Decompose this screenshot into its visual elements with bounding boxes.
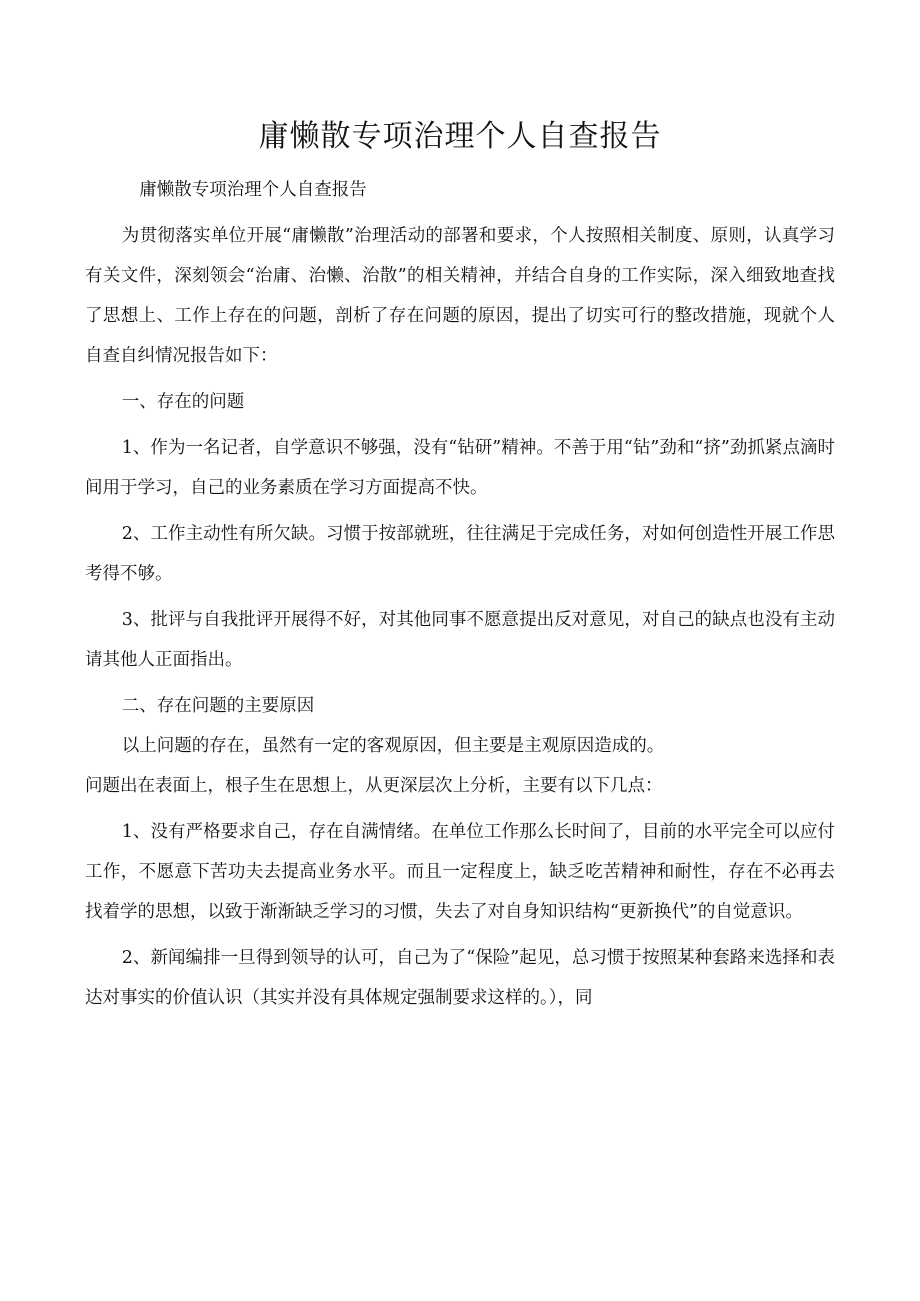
paragraph-intro: 为贯彻落实单位开展“庸懒散”治理活动的部署和要求，个人按照相关制度、原则，认真学习有关文件，深刻领会“治庸、治懒、治散”的相关精神，并结合自身的工作实际，深入细致地查找了思想上、工作上存在的问题，剖析了存在问题的原因，提出了切实可行的整改措施，现就个人自查自纠情况报告如下： <box>85 226 835 366</box>
paragraph-causes-continued: 问题出在表面上，根子生在思想上，从更深层次上分析，主要有以下几点： <box>85 776 663 796</box>
section-heading-causes: 二、存在问题的主要原因 <box>121 696 315 716</box>
paragraph-causes-intro: 以上问题的存在，虽然有一定的客观原因，但主要是主观原因造成的。 <box>121 736 665 756</box>
document-subtitle: 庸懒散专项治理个人自查报告 <box>139 180 367 200</box>
document-body <box>85 170 835 1018</box>
section-heading-problems: 一、存在的问题 <box>121 392 245 412</box>
paragraph-cause-1: 1、没有严格要求自己，存在自满情绪。在单位工作那么长时间了，目前的水平完全可以应付工作，不愿意下苦功夫去提高业务水平。而且一定程度上，缺乏吃苦精神和耐性，存在不必再去找着学的思想，以致于渐渐缺乏学习的习惯，失去了对自身知识结构“更新换代”的自觉意识。 <box>85 822 835 922</box>
paragraph-problem-1: 1、作为一名记者，自学意识不够强，没有“钻研”精神。不善于用“钻”劲和“挤”劲抓紧点滴时间用于学习，自己的业务素质在学习方面提高不快。 <box>85 438 835 498</box>
paragraph-cause-2: 2、新闻编排一旦得到领导的认可，自己为了“保险”起见，总习惯于按照某种套路来选择和表达对事实的价值认识（其实并没有具体规定强制要求这样的。），同 <box>85 948 835 1008</box>
paragraph-problem-2: 2、工作主动性有所欠缺。习惯于按部就班，往往满足于完成任务，对如何创造性开展工作思考得不够。 <box>85 524 835 584</box>
document-title: 庸懒散专项治理个人自查报告 <box>258 119 662 154</box>
paragraph-problem-3: 3、批评与自我批评开展得不好，对其他同事不愿意提出反对意见，对自己的缺点也没有主动请其他人正面指出。 <box>85 610 835 670</box>
